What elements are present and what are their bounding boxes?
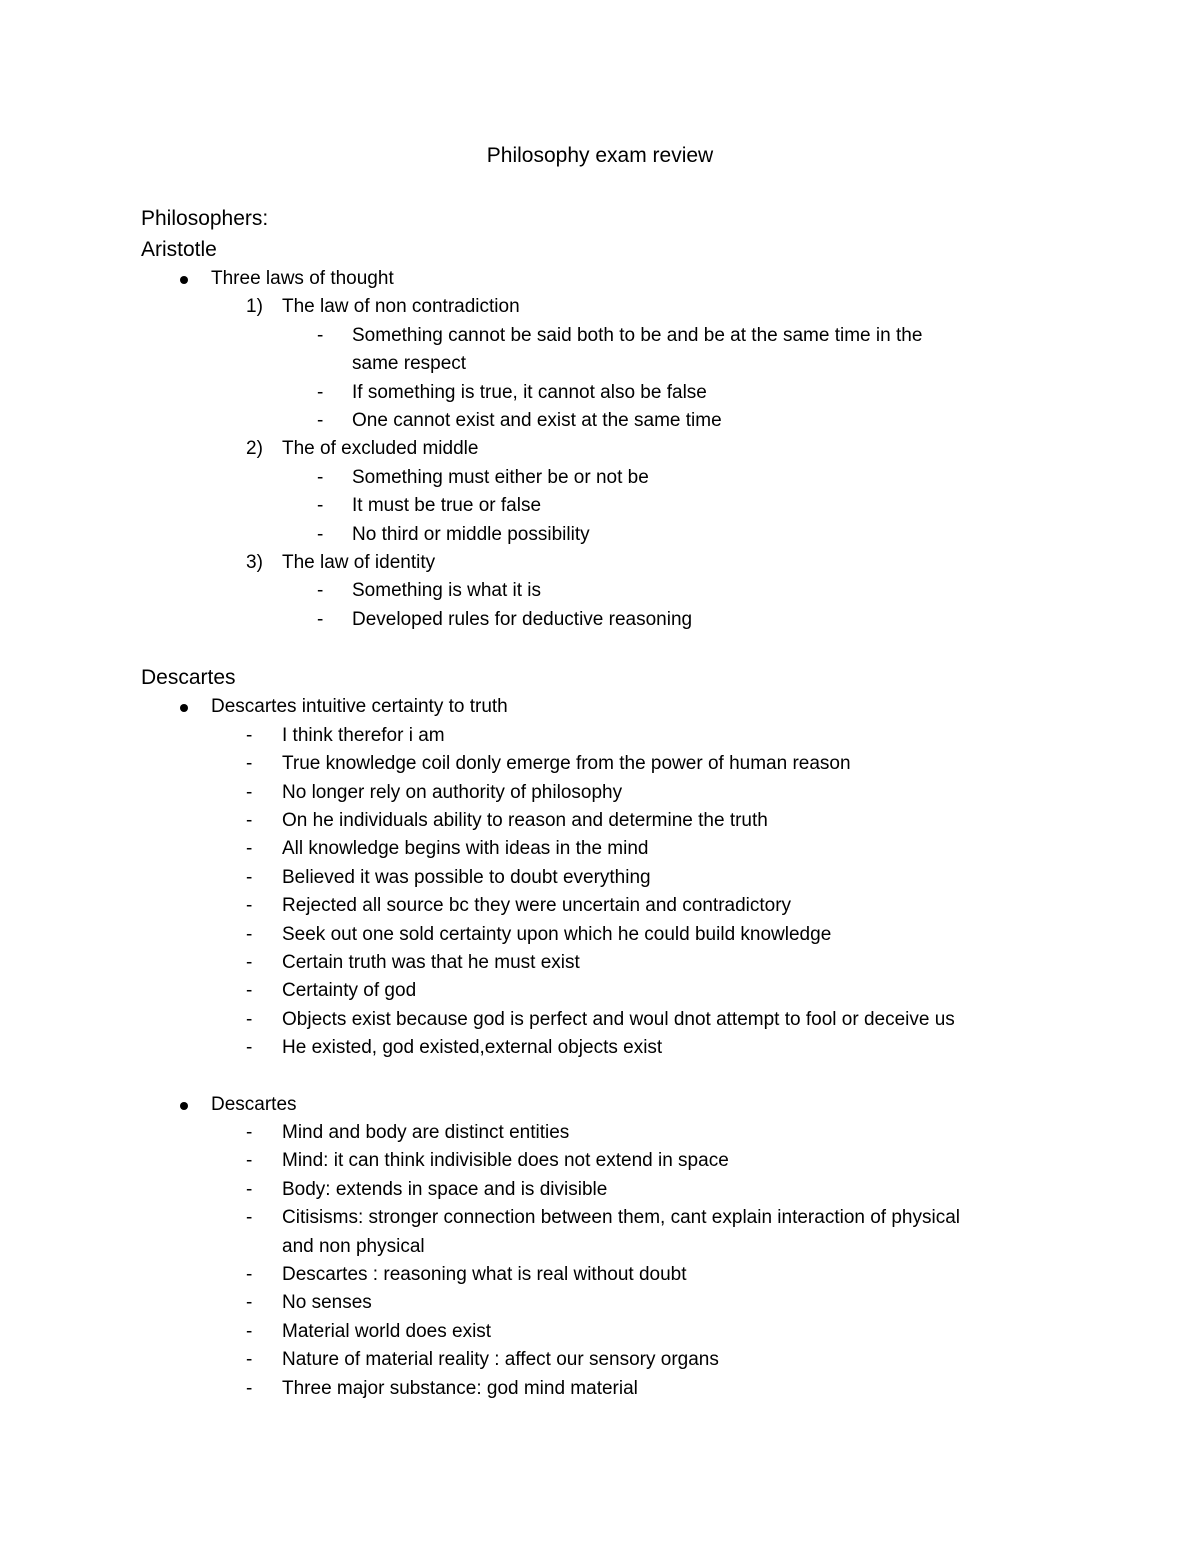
list-item-text: I think therefor i am [282,724,445,746]
list-item-text: All knowledge begins with ideas in the mind [282,838,649,860]
list-item [141,606,1071,634]
aristotle-heading: Aristotle [141,238,217,261]
bullet-item [141,693,1071,721]
list-item [141,1261,1071,1289]
dash-marker: - [317,523,324,545]
list-item-text: Rejected all source bc they were uncertain and contradictory [282,895,792,917]
list-item [141,350,1071,378]
list-item-text: It must be true or false [352,495,542,517]
list-item [141,1034,1071,1062]
numbered-law-text: The law of non contradiction [282,296,520,318]
dash-marker: - [246,1037,253,1059]
list-item-text: Mind and body are distinct entities [282,1121,570,1143]
list-item-text: Something cannot be said both to be and be at the same time in the [352,324,923,346]
list-item [141,1233,1071,1261]
list-item-text: same respect [352,353,467,375]
bullet-item [141,1091,1071,1119]
dash-marker: - [246,781,253,803]
list-item [141,835,1071,863]
list-item-text: Something is what it is [352,580,542,602]
list-item-text: and non physical [282,1235,425,1257]
dash-marker: - [246,951,253,973]
list-item-text: Body: extends in space and is divisible [282,1178,608,1200]
list-item [141,1375,1071,1403]
numbered-law [141,435,1071,463]
dash-marker: - [246,838,253,860]
numbered-law [141,549,1071,577]
numbered-law [141,293,1071,321]
numbered-law-text: The law of identity [282,552,436,574]
list-item [141,1119,1071,1147]
list-item-text: He existed, god existed,external objects exist [282,1037,663,1059]
list-item-text: If something is true, it cannot also be false [352,381,707,403]
philosophers-heading: Philosophers: [141,207,269,230]
list-item-text: Something must either be or not be [352,466,649,488]
document-body [141,203,1071,1403]
list-item [141,1318,1071,1346]
list-item [141,379,1071,407]
bullet-item [141,265,1071,293]
dash-marker: - [317,381,324,403]
dash-marker: - [246,1377,253,1399]
list-item [141,407,1071,435]
dash-marker: - [246,1008,253,1030]
dash-marker: - [246,866,253,888]
dash-marker: - [246,1264,253,1285]
list-item-text: Believed it was possible to doubt everything [282,866,651,888]
list-item [141,322,1071,350]
list-item-text: Descartes : reasoning what is real without doubt [282,1264,687,1285]
page-title: Philosophy exam review [486,144,714,167]
list-item-text: Citisisms: stronger connection between them, cant explain interaction of physical [282,1207,961,1229]
list-item [141,464,1071,492]
descartes-heading: Descartes [141,666,236,690]
list-item-text: Certain truth was that he must exist [282,951,580,973]
bullet-text: Descartes intuitive certainty to truth [211,696,508,718]
list-item-text: On he individuals ability to reason and determine the truth [282,809,768,831]
dash-marker: - [246,1178,253,1200]
dash-marker: - [317,410,324,432]
dash-marker: - [246,1320,253,1342]
list-item-text: Material world does exist [282,1320,492,1342]
dash-marker: - [246,923,253,945]
dash-marker: - [317,466,324,488]
list-number: 1) [246,296,263,318]
list-item [141,864,1071,892]
bullet-dot-icon [180,276,188,284]
dash-marker: - [246,895,253,917]
list-number: 3) [246,552,263,574]
dash-marker: - [246,809,253,831]
list-item-text: No longer rely on authority of philosophy [282,781,623,803]
dash-marker: - [246,724,253,746]
list-item-text: No senses [282,1292,372,1314]
dash-marker: - [246,1207,253,1229]
bullet-text: Descartes [211,1093,297,1115]
list-item [141,1176,1071,1204]
bullet-dot-icon [180,1102,188,1110]
bullet-dot-icon [180,704,188,712]
dash-marker: - [246,1150,253,1172]
dash-marker: - [246,1292,253,1314]
dash-marker: - [246,980,253,1002]
list-item-text: Three major substance: god mind material [282,1377,638,1399]
list-item [141,807,1071,835]
list-item-text: Developed rules for deductive reasoning [352,608,693,630]
list-item-text: One cannot exist and exist at the same time [352,410,722,432]
dash-marker: - [317,495,324,517]
list-item [141,750,1071,778]
list-item-text: No third or middle possibility [352,523,590,545]
list-item-text: Certainty of god [282,980,417,1002]
list-item [141,577,1071,605]
spacer [141,1063,1071,1091]
dash-marker: - [246,1121,253,1143]
list-item-text: Seek out one sold certainty upon which he could build knowledge [282,923,832,945]
list-item [141,892,1071,920]
spacer [141,634,1071,662]
list-item [141,1346,1071,1374]
list-item-text: Nature of material reality : affect our sensory organs [282,1349,719,1371]
list-item [141,1289,1071,1317]
dash-marker: - [317,324,324,346]
list-item [141,921,1071,949]
list-item [141,492,1071,520]
numbered-law-text: The of excluded middle [282,438,479,460]
list-item [141,779,1071,807]
list-item [141,949,1071,977]
list-item [141,1204,1071,1232]
list-item [141,1147,1071,1175]
bullet-text: Three laws of thought [211,268,394,289]
list-item-text: Objects exist because god is perfect and woul dnot attempt to fool or deceive us [282,1008,955,1030]
dash-marker: - [317,580,324,602]
list-item [141,722,1071,750]
list-item-text: Mind: it can think indivisible does not extend in space [282,1150,729,1172]
dash-marker: - [246,1349,253,1371]
list-item [141,977,1071,1005]
list-item-text: True knowledge coil donly emerge from the power of human reason [282,753,851,775]
list-item [141,1006,1071,1034]
dash-marker: - [246,753,253,775]
list-number: 2) [246,438,263,460]
dash-marker: - [317,608,324,630]
list-item [141,521,1071,549]
